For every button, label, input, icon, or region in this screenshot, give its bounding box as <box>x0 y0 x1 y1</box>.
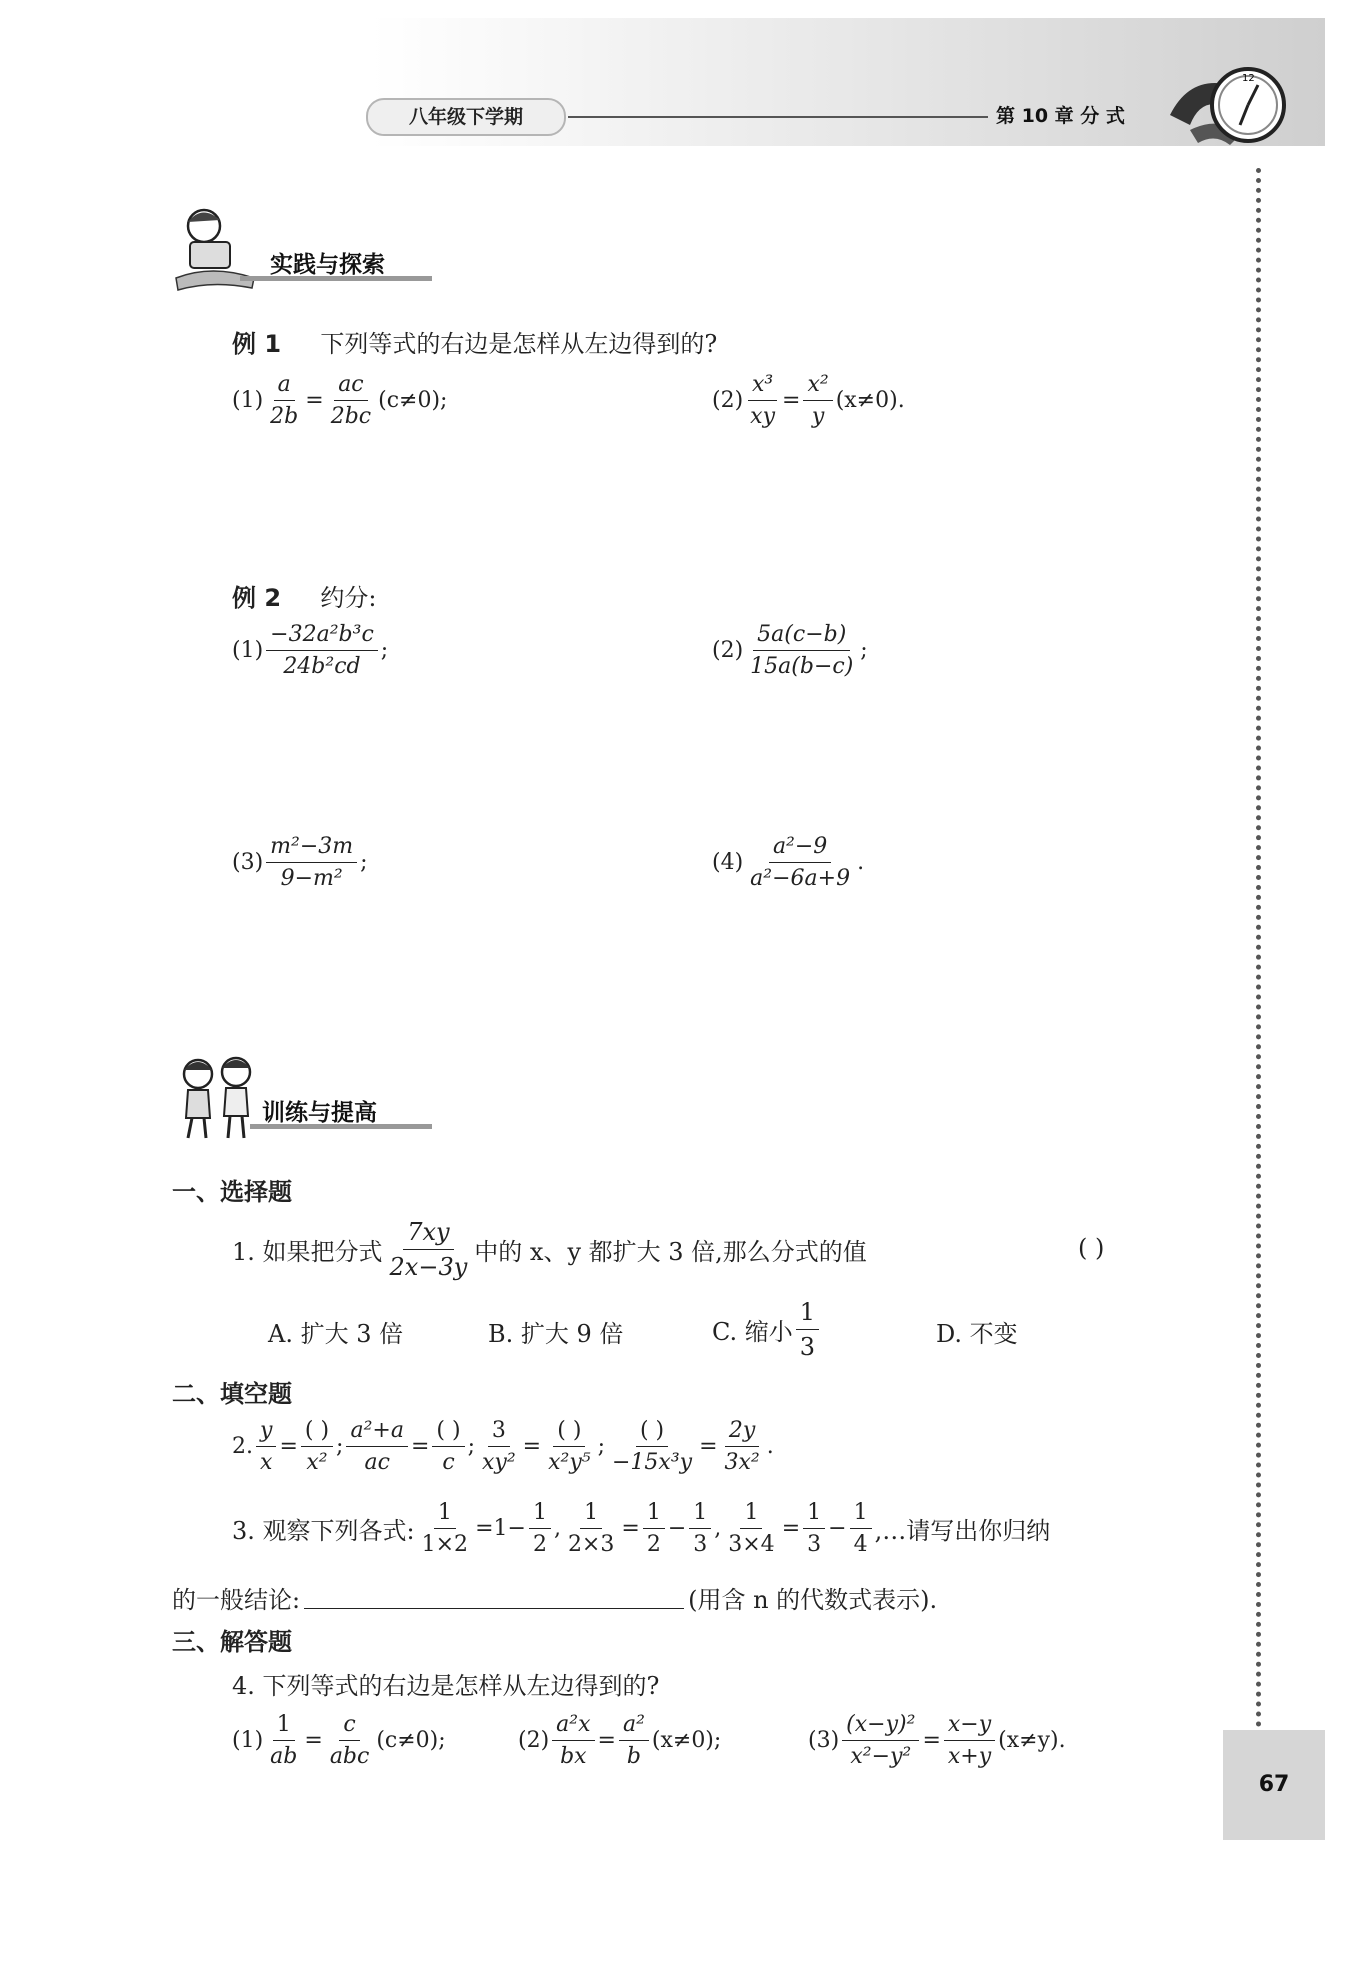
item-number: (1) <box>232 638 264 663</box>
fraction <box>746 834 854 891</box>
punctuation: ; <box>380 638 389 663</box>
condition: (c≠0); <box>376 1728 446 1753</box>
numerator: x−y <box>944 1712 995 1741</box>
numerator: 1 <box>689 1500 711 1529</box>
fraction <box>552 1712 594 1769</box>
example-1-part-2: (2) $\frac{\text{x³}}{xy}$ = $\frac{\text{x²}}{y}$ (x≠0). <box>712 372 905 429</box>
denominator: xy <box>750 404 776 429</box>
punctuation: ; <box>360 850 368 875</box>
section-title-practice-text: 实践与探索 <box>270 252 385 278</box>
header-rule <box>568 116 988 118</box>
fraction <box>564 1500 618 1557</box>
fraction <box>346 1418 408 1475</box>
fraction <box>478 1418 520 1475</box>
fraction <box>746 622 857 679</box>
numerator: m²−3m <box>266 834 357 863</box>
equals-text: =1− <box>475 1516 526 1541</box>
denominator: b <box>626 1744 641 1769</box>
condition: (c≠0); <box>378 388 448 413</box>
fraction <box>266 834 357 891</box>
denominator: 1×2 <box>421 1532 469 1557</box>
item-number: (3) <box>232 850 264 875</box>
denominator: xy² <box>482 1450 516 1475</box>
numerator: 5a(c−b) <box>753 622 850 651</box>
numerator: 1 <box>580 1500 602 1529</box>
option-c <box>712 1298 822 1361</box>
page-number: 67 <box>1223 1730 1325 1840</box>
denominator: x <box>260 1450 273 1475</box>
answer-blank-line[interactable] <box>304 1586 684 1609</box>
denominator: 3x² <box>724 1450 760 1475</box>
denominator: x²−y² <box>850 1744 912 1769</box>
item-number: (2) <box>712 388 744 413</box>
grade-label: 八年级下学期 <box>366 98 566 136</box>
fraction <box>266 622 378 679</box>
fraction <box>803 372 832 429</box>
example-2-part-4 <box>712 834 864 891</box>
denominator: −15x³y <box>612 1450 693 1475</box>
numerator: a² <box>619 1712 649 1741</box>
condition: (x≠y). <box>998 1728 1066 1753</box>
question-3-conclusion-label: 的一般结论: <box>172 1586 301 1614</box>
numerator: a <box>274 372 295 401</box>
numerator: 3 <box>488 1418 510 1447</box>
numerator: 1 <box>803 1500 825 1529</box>
denominator: 3 <box>807 1532 822 1557</box>
fraction <box>386 1218 472 1281</box>
fraction <box>529 1500 551 1557</box>
numerator-blank[interactable]: ( ) <box>636 1418 668 1447</box>
denominator: 3 <box>693 1532 708 1557</box>
denominator: 3 <box>799 1333 816 1361</box>
section-title-practice <box>240 246 432 281</box>
denominator: 2×3 <box>567 1532 615 1557</box>
numerator: 1 <box>434 1500 456 1529</box>
fraction <box>746 372 779 429</box>
denominator: 15a(b−c) <box>750 654 854 679</box>
question-2: 2. $\frac{y}{x}$ = $\frac{( )}{\text{x²}}$ ; $\frac{\text{a²+a}}{ac}$ = $\frac{( )}{c}$ ; $\frac{3}{\text{xy²}}$ = $\frac{( )}{\text{x²y⁵}}$ ; $\frac{( )}{\text{−15x³y}}$ = $\frac{2y}{\text{3x²}}$ . <box>232 1418 774 1475</box>
fraction-blank <box>301 1418 333 1475</box>
example-2 <box>232 578 376 613</box>
numerator: c <box>339 1712 359 1741</box>
denominator: y <box>811 404 825 429</box>
part-1-heading: 一、选择题 <box>172 1178 292 1206</box>
example-2-part-3 <box>232 834 368 891</box>
fraction <box>619 1712 649 1769</box>
numerator-blank[interactable]: ( ) <box>432 1418 464 1447</box>
item-number: (1) <box>232 388 264 413</box>
denominator: 24b²cd <box>283 654 361 679</box>
fraction <box>724 1500 778 1557</box>
part-3-heading: 三、解答题 <box>172 1628 292 1656</box>
numerator: 7xy <box>403 1218 453 1250</box>
compass-runner-icon <box>1160 55 1300 150</box>
numerator: 1 <box>850 1500 872 1529</box>
question-3-line-2 <box>172 1580 937 1615</box>
fraction <box>721 1418 764 1475</box>
question-4-part-1: (1) $\frac{1}{ab}$ = $\frac{c}{\text{abc}}$ (c≠0); <box>232 1712 446 1769</box>
example-1-label: 例 1 <box>232 330 282 358</box>
question-1-prefix: 1. 如果把分式 <box>232 1238 383 1266</box>
denominator: ab <box>270 1744 298 1769</box>
denominator: 2x−3y <box>389 1253 468 1281</box>
numerator: a²−9 <box>769 834 831 863</box>
denominator: ac <box>364 1450 390 1475</box>
fraction-blank <box>608 1418 696 1475</box>
numerator: 1 <box>273 1712 295 1741</box>
denominator: bx <box>560 1744 587 1769</box>
question-4-prompt: 4. 下列等式的右边是怎样从左边得到的? <box>232 1672 660 1700</box>
numerator: 1 <box>643 1500 665 1529</box>
example-1-prompt: 下列等式的右边是怎样从左边得到的? <box>320 330 718 358</box>
svg-text:12: 12 <box>1242 73 1255 84</box>
item-number: (2) <box>712 638 744 663</box>
question-3-note: (用含 n 的代数式表示). <box>688 1586 938 1614</box>
option-b: B. 扩大 9 倍 <box>488 1320 624 1348</box>
example-2-prompt: 约分: <box>320 584 377 612</box>
numerator: 1 <box>740 1500 762 1529</box>
denominator: 2 <box>646 1532 661 1557</box>
fraction <box>327 372 375 429</box>
denominator: c <box>442 1450 455 1475</box>
example-1 <box>232 324 717 359</box>
numerator: x³ <box>748 372 777 401</box>
numerator: 1 <box>529 1500 551 1529</box>
denominator: 9−m² <box>280 866 343 891</box>
fraction <box>944 1712 995 1769</box>
question-3-prefix: 3. 观察下列各式: <box>232 1517 415 1545</box>
denominator: 3×4 <box>728 1532 775 1557</box>
fraction <box>643 1500 665 1557</box>
denominator: 2bc <box>330 404 372 429</box>
numerator: ac <box>334 372 367 401</box>
fraction <box>326 1712 374 1769</box>
numerator: (x−y)² <box>842 1712 919 1741</box>
numerator: x² <box>803 372 832 401</box>
item-number: (3) <box>808 1728 840 1753</box>
numerator: 1 <box>796 1298 819 1330</box>
fraction <box>689 1500 711 1557</box>
option-d: D. 不变 <box>936 1320 1018 1348</box>
question-2-number: 2. <box>232 1434 253 1459</box>
question-4-part-3: (3) $\frac{\text{(x−y)²}}{\text{x²−y²}}$ = $\frac{x-y}{x+y}$ (x≠y). <box>808 1712 1066 1769</box>
fraction <box>256 1418 276 1475</box>
numerator-blank[interactable]: ( ) <box>553 1418 585 1447</box>
question-3-tail: ,…请写出你归纳 <box>874 1517 1051 1545</box>
item-number: (1) <box>232 1728 264 1753</box>
section-title-training <box>250 1094 432 1129</box>
fraction <box>418 1500 472 1557</box>
denominator: x² <box>306 1450 328 1475</box>
numerator: 2y <box>725 1418 759 1447</box>
condition: (x≠0). <box>835 388 905 413</box>
example-2-part-1 <box>232 622 388 679</box>
fraction <box>842 1712 919 1769</box>
chapter-title: 第 10 章 分 式 <box>996 105 1125 127</box>
denominator: 2b <box>270 404 299 429</box>
fraction <box>796 1298 819 1361</box>
numerator: a²+a <box>346 1418 408 1447</box>
fraction <box>803 1500 825 1557</box>
question-1 <box>232 1218 867 1281</box>
fraction <box>266 1712 301 1769</box>
example-1-part-1: (1) $\frac{a}{2b}$ = $\frac{ac}{2bc}$ (c≠0); <box>232 372 448 429</box>
numerator: a²x <box>552 1712 594 1741</box>
question-1-suffix: 中的 x、y 都扩大 3 倍,那么分式的值 <box>474 1238 867 1266</box>
item-number: (4) <box>712 850 744 875</box>
section-title-training-text: 训练与提高 <box>262 1100 377 1126</box>
header-band <box>0 18 1325 146</box>
condition: (x≠0); <box>651 1728 722 1753</box>
denominator: abc <box>329 1744 370 1769</box>
answer-paren: ( ) <box>1078 1234 1105 1262</box>
numerator: −32a²b³c <box>266 622 378 651</box>
question-3: 3. 观察下列各式: $\frac{1}{1\times 2}$ =1− $\frac{1}{2}$ , $\frac{1}{2\times 3}$ = $\frac{1}{2}$ − $\frac{1}{3}$ , $\frac{1}{3\times 4}$ = $\frac{1}{3}$ − $\frac{1}{4}$ ,…请写出你归纳 <box>232 1500 1051 1557</box>
fraction <box>266 372 302 429</box>
item-number: (2) <box>518 1728 550 1753</box>
fraction-blank <box>432 1418 464 1475</box>
denominator: 4 <box>853 1532 868 1557</box>
example-2-part-2 <box>712 622 868 679</box>
fraction-blank <box>544 1418 594 1475</box>
dotted-margin-line <box>1256 168 1267 1728</box>
option-a: A. 扩大 3 倍 <box>268 1320 404 1348</box>
denominator: x+y <box>947 1744 992 1769</box>
numerator-blank[interactable]: ( ) <box>301 1418 333 1447</box>
punctuation: . <box>857 850 865 875</box>
denominator: 2 <box>532 1532 547 1557</box>
option-c-text: C. 缩小 <box>712 1318 793 1346</box>
question-4-part-2: (2) $\frac{\text{a²x}}{bx}$ = $\frac{\text{a²}}{b}$ (x≠0); <box>518 1712 722 1769</box>
part-2-heading: 二、填空题 <box>172 1380 292 1408</box>
example-2-label: 例 2 <box>232 584 282 612</box>
numerator: y <box>256 1418 276 1447</box>
denominator: a²−6a+9 <box>750 866 851 891</box>
denominator: x²y⁵ <box>548 1450 591 1475</box>
punctuation: ; <box>860 638 868 663</box>
fraction <box>850 1500 872 1557</box>
